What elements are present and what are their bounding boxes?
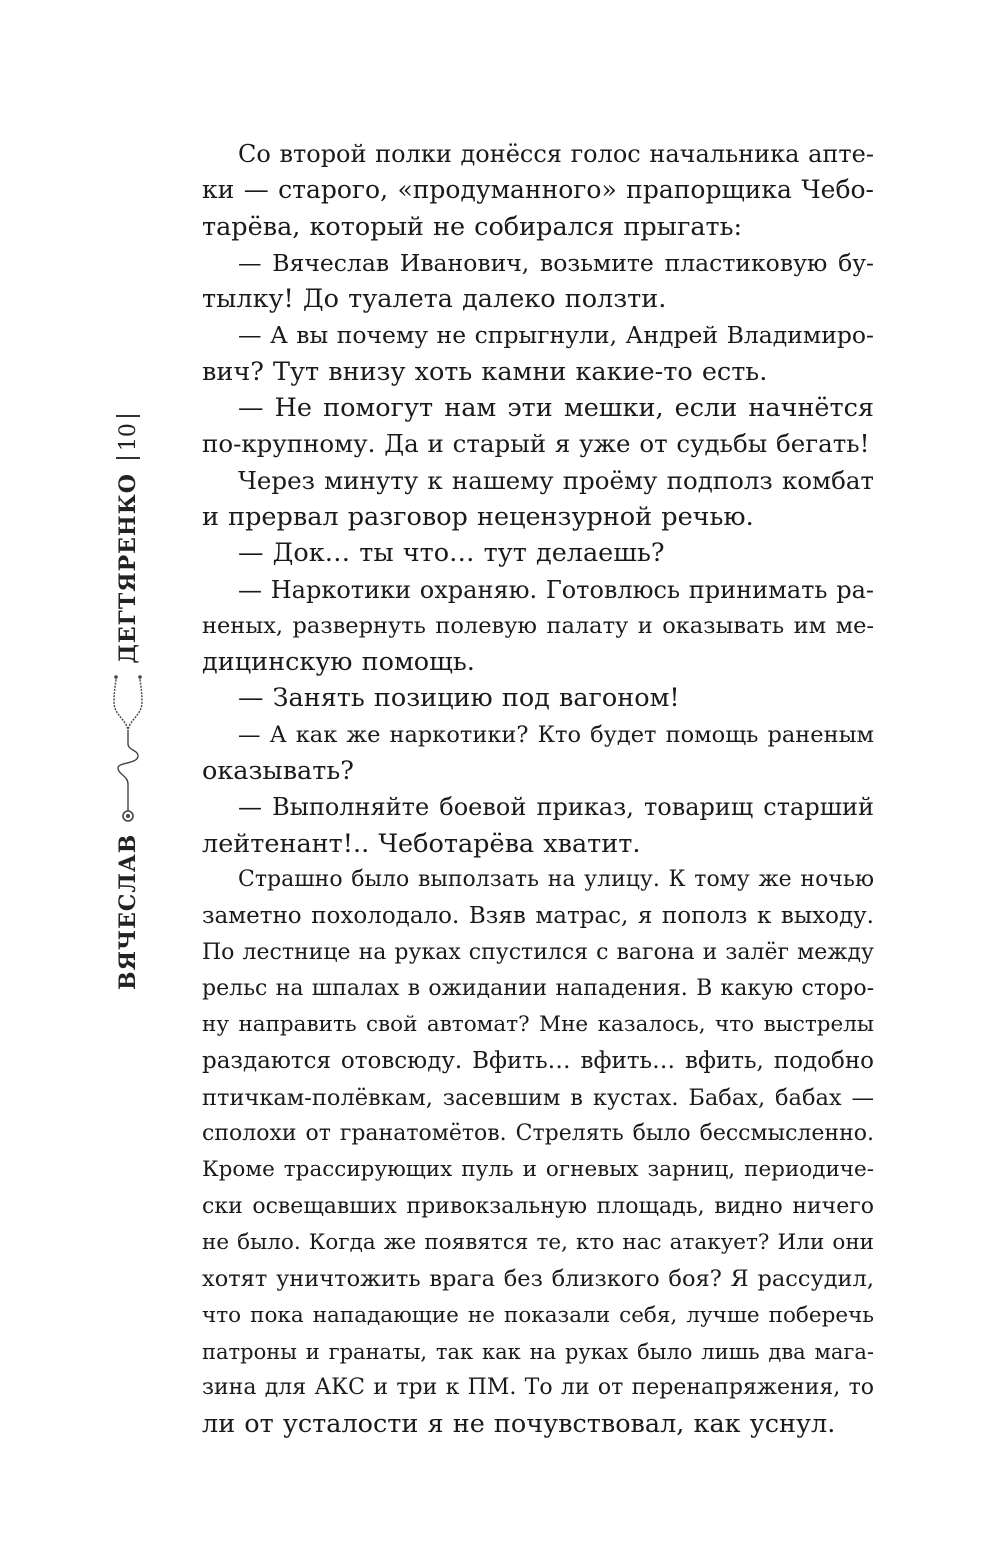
text-line: сполохи от гранатомётов. Стрелять было бессмысленно. — [202, 1121, 874, 1147]
author-first-name: ВЯЧЕСЛАВ — [115, 833, 141, 990]
text-line: тылку! До туалета далеко ползти. — [202, 284, 667, 315]
page-number: 10 — [115, 423, 141, 452]
text-line: ки — старого, «продуманного» прапорщика Чебо- — [202, 175, 874, 205]
author-last-name: ДЕГТЯРЕНКО — [115, 473, 141, 664]
text-line: зина для АКС и три к ПМ. То ли от перенапряжения, то — [202, 1375, 874, 1401]
text-line: Страшно было выползать на улицу. К тому же ночью — [238, 866, 874, 892]
text-line: Кроме трассирующих пуль и огневых зарниц, периодиче- — [202, 1157, 874, 1183]
text-line: — Не помогут нам эти мешки, если начнётся — [238, 393, 874, 424]
text-line: Через минуту к нашему проёму подполз комбат — [238, 465, 874, 495]
text-line: оказывать? — [202, 756, 354, 787]
text-line: ски освещавших привокзальную площадь, видно ничего — [202, 1193, 874, 1219]
text-line: заметно похолодало. Взяв матрас, я пополз к выходу. — [202, 903, 874, 930]
text-line: и прервал разговор нецензурной речью. — [202, 501, 754, 532]
text-line: ли от усталости я не почувствовал, как уснул. — [202, 1409, 836, 1440]
text-line: — А вы почему не спрыгнули, Андрей Владимиро- — [238, 321, 874, 350]
divider — [116, 415, 140, 417]
page-number-block — [116, 415, 141, 459]
text-line: Со второй полки донёсся голос начальника апте- — [238, 140, 874, 168]
text-line: — А как же наркотики? Кто будет помощь раненым — [238, 721, 874, 748]
divider — [116, 457, 140, 459]
text-line: — Вячеслав Иванович, возьмите пластиковую бу- — [238, 248, 874, 277]
text-line: раздаются отовсюду. Вфить… вфить… вфить, подобно — [202, 1048, 874, 1075]
text-line: ну направить свой автомат? Мне казалось, что выстрелы — [202, 1012, 874, 1038]
text-line: что пока нападающие не показали себя, лучше поберечь — [202, 1302, 874, 1328]
text-line: — Док… ты что… тут делаешь? — [238, 538, 665, 569]
text-line: по-крупному. Да и старый я уже от судьбы бегать! — [202, 429, 870, 459]
text-line: дицинскую помощь. — [202, 647, 475, 678]
text-line: лейтенант!.. Чеботарёва хватит. — [202, 828, 641, 859]
text-line: По лестнице на руках спустился с вагона и залёг между — [202, 939, 874, 965]
running-header — [110, 415, 146, 990]
stethoscope-icon — [110, 674, 146, 824]
text-line: птичкам-полёвкам, засевшим в кустах. Бабах, бабах — — [202, 1084, 874, 1111]
text-line: вич? Тут внизу хоть камни какие-то есть. — [202, 356, 768, 387]
text-line: патроны и гранаты, так как на руках было лишь два мага- — [202, 1339, 874, 1364]
body-text — [202, 136, 874, 1443]
text-line: хотят уничтожить врага без близкого боя? Я рассудил, — [202, 1266, 874, 1293]
text-line: неных, развернуть полевую палату и оказывать им ме- — [202, 612, 874, 639]
text-line: не было. Когда же появятся те, кто нас атакует? Или они — [202, 1229, 874, 1255]
text-line: — Наркотики охраняю. Готовлюсь принимать ра- — [238, 575, 874, 604]
text-line: тарёва, который не собирался прыгать: — [202, 211, 743, 242]
text-line: рельс на шпалах в ожидании нападения. В какую сторо- — [202, 975, 874, 1001]
text-line: — Занять позицию под вагоном! — [238, 683, 680, 714]
text-line: — Выполняйте боевой приказ, товарищ старший — [238, 793, 874, 822]
